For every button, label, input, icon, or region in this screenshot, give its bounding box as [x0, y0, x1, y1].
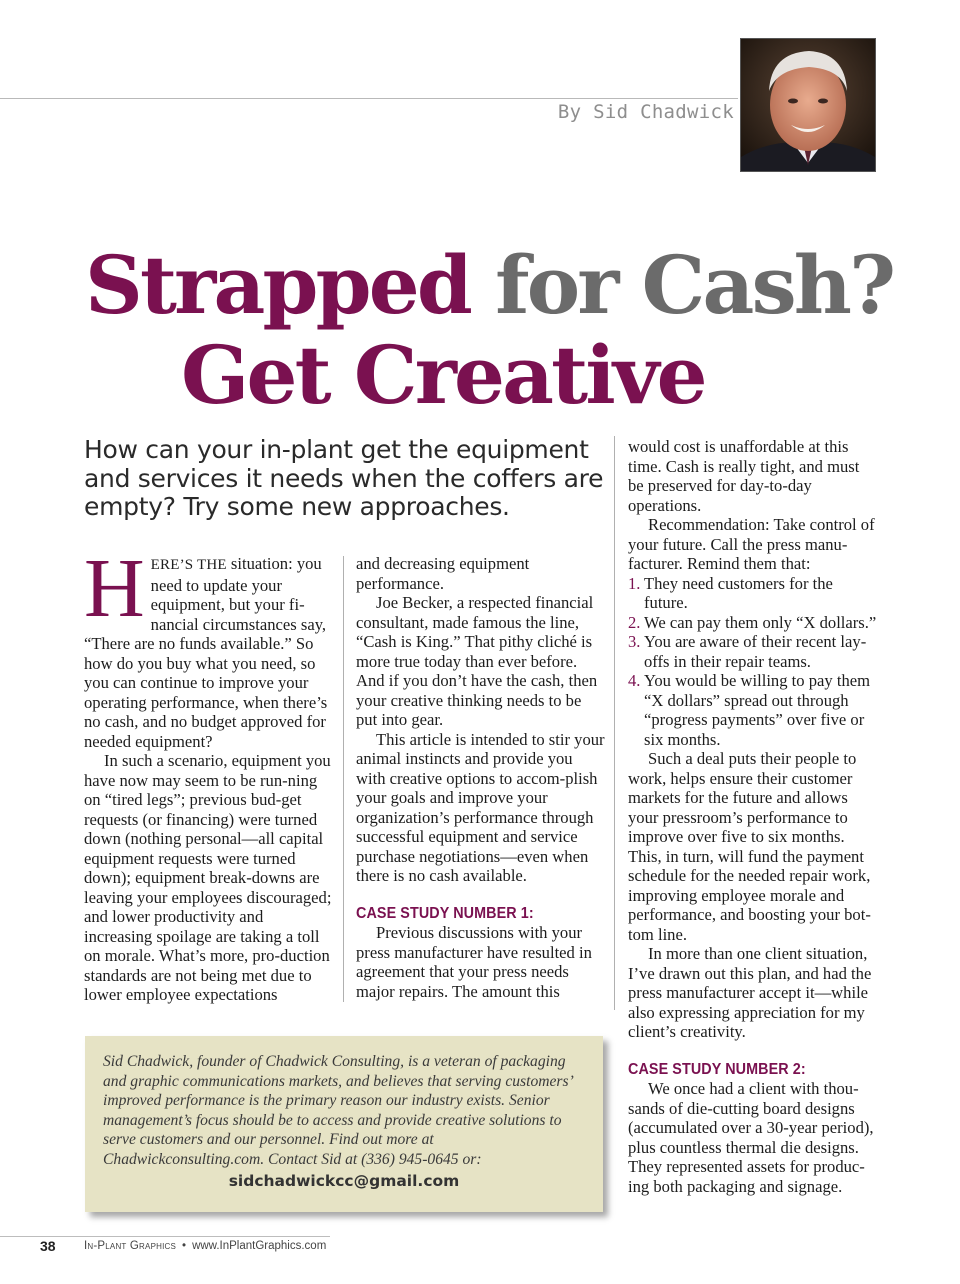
list-text: You would be willing to pay them “X dollars” spread out through “progress payments” over five or six months.	[644, 671, 871, 749]
title-for-cash: for Cash?	[470, 238, 894, 332]
list-number: 2.	[628, 612, 641, 632]
list-text: You are aware of their recent lay-offs in their repair teams.	[644, 632, 867, 671]
list-item	[628, 613, 878, 633]
list-text: We can pay them only “X dollars.”	[644, 612, 877, 632]
paragraph-text: situation: you need to update your equipment, but your fi-nancial circumstances say, “There are no funds available.” So how do you buy what you need, so you can continue to improve your operating performance, when there’s no cash, and no budget approved for needed equipment?	[84, 554, 328, 751]
case-study-1-heading: CASE STUDY NUMBER 1:	[356, 904, 534, 922]
author-bio-text: Sid Chadwick, founder of Chadwick Consulting, is a veteran of packaging and graphic communications markets, and believes that serving customers’ improved performance is the primary reason our industry exists. Senior management’s focus should be to access and provide creative solutions to serve customers and our personnel. Find out more at Chadwickconsulting.com. Contact Sid at (336) 945-0645 or:	[103, 1053, 573, 1168]
publication-name: In-Plant Graphics	[84, 1240, 177, 1252]
article-paragraph: In more than one client situation, I’ve drawn out this plan, and had the press manufacturer accept it—while also expressing appreciation for my client’s creativity.	[628, 944, 872, 1041]
byline: By Sid Chadwick	[557, 101, 734, 123]
author-email-link[interactable]: sidchadwickcc@gmail.com	[228, 1172, 460, 1190]
article-paragraph: and decreasing equipment performance.	[356, 554, 530, 593]
drop-cap: H	[84, 542, 145, 635]
list-item	[628, 671, 878, 749]
list-text: They need customers for the future.	[644, 573, 833, 612]
article-paragraph: Previous discussions with your press manufacturer have resulted in agreement that your press needs major repairs. The amount this	[356, 923, 592, 1001]
title-word-strapped: Strapped	[85, 238, 471, 332]
article-paragraph	[84, 542, 334, 751]
footer-publication	[84, 1240, 326, 1252]
article-column-1	[84, 542, 334, 1005]
author-photo	[740, 38, 876, 172]
article-title	[85, 238, 894, 422]
author-bio-box	[85, 1036, 603, 1212]
article-paragraph: In such a scenario, equipment you have now may seem to be run-ning on “tired legs”; previous bud-get requests (or financing) were turned down (nothing personal—all capital equipment requests were turned down); equipment break-downs are leaving your employees discouraged; and lower productivity and increasing spoilage are taking a toll on morale. What’s more, pro-duction standards are not being met due to lower employee expectations	[84, 751, 332, 1004]
list-item	[628, 574, 878, 613]
header-rule	[0, 98, 738, 99]
page-number: 38	[40, 1238, 56, 1254]
footer-rule	[0, 1236, 330, 1237]
column-divider	[614, 436, 615, 1010]
list-number: 4.	[628, 671, 641, 690]
article-paragraph: Joe Becker, a respected financial consultant, made famous the line, “Cash is King.” That pithy cliché is more true today than ever before. And if you don’t have the cash, then your creative thinking needs to be put into gear.	[356, 593, 598, 729]
article-paragraph: We once had a client with thou-sands of die-cutting board designs (accumulated over a 30-year period), plus countless thermal die designs. They represented assets for produc-ing both packaging and signage.	[628, 1079, 874, 1196]
list-item	[628, 632, 878, 671]
reminder-list	[628, 574, 878, 750]
title-get-creative: Get Creative	[181, 328, 705, 422]
article-paragraph: would cost is unaffordable at this time. Cash is really tight, and must be preserved for day-to-day operations.	[628, 437, 860, 515]
column-divider	[343, 556, 344, 1002]
article-paragraph: This article is intended to stir your animal instincts and provide you with creative options to accom-plish your goals and improve your organization’s performance through successful equipment and service purchase negotiations—even when there is no cash available.	[356, 729, 605, 885]
article-column-3	[628, 437, 878, 1196]
website-link[interactable]: www.InPlantGraphics.com	[192, 1240, 327, 1252]
article-deck: How can your in-plant get the equipment and services it needs when the coffers are empty? Try some new approaches.	[84, 435, 604, 521]
article-paragraph: Such a deal puts their people to work, helps ensure their customer markets for the future and allows your pressroom’s performance to improve over five to six months. This, in turn, will fund the payment schedule for the needed repair work, improving employee morale and performance, and boosting your bot-tom line.	[628, 749, 871, 944]
list-number: 3.	[628, 632, 641, 651]
lead-in-smallcaps: ERE’S THE	[150, 557, 227, 573]
article-column-2	[356, 554, 606, 1001]
footer-separator: •	[182, 1240, 187, 1252]
case-study-2-heading: CASE STUDY NUMBER 2:	[628, 1060, 806, 1078]
article-paragraph: Recommendation: Take control of your future. Call the press manu-facturer. Remind them that:	[628, 515, 875, 573]
list-number: 1.	[628, 573, 641, 593]
